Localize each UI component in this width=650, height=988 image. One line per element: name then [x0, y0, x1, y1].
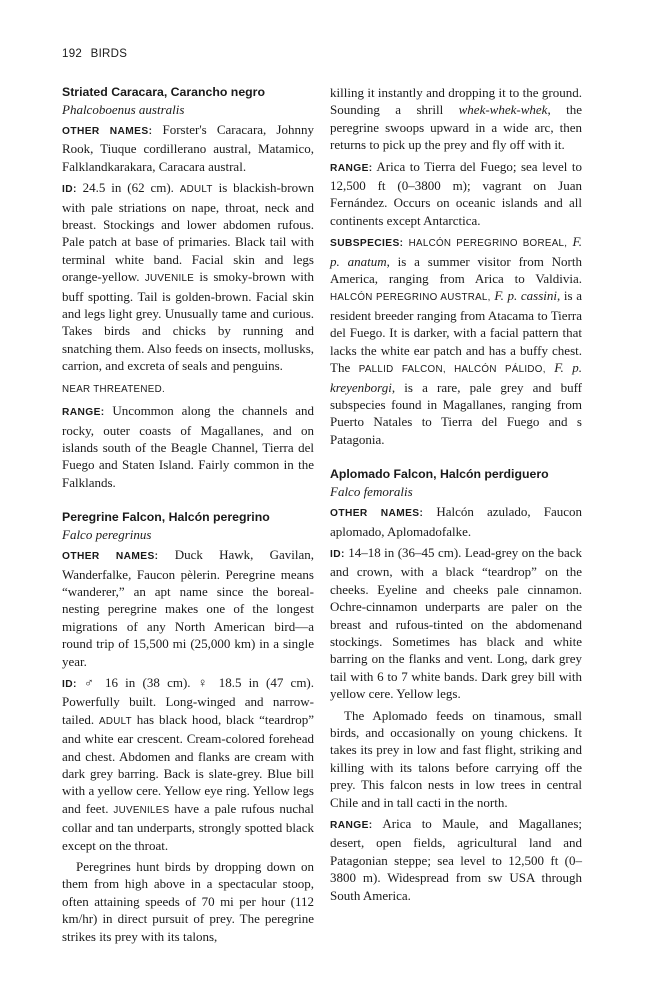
id-paragraph	[330, 544, 582, 703]
entry-striated-caracara	[62, 84, 314, 491]
running-head	[62, 48, 127, 60]
behavior-paragraph: The Aplomado feeds on tinamous, small birds, and occasionally on young chickens. It takes its prey in low and fast flight, striking and killing with its talons before carrying off the prey. This falcon nests in low trees in central Chile and in tall cacti in the north.	[330, 707, 582, 810]
entry-title: Peregrine Falcon, Halcón peregrino	[62, 510, 270, 525]
conservation-status	[62, 379, 314, 398]
other-names-paragraph	[62, 121, 314, 175]
subspecies-pallid-sci: F. p. kreyenborgi	[330, 360, 583, 395]
adult-label: ADULT	[99, 715, 132, 727]
right-column	[330, 84, 582, 908]
subspecies-paragraph	[330, 233, 582, 448]
other-names-paragraph	[330, 503, 582, 540]
hunting-continued	[330, 84, 582, 154]
subspecies-label: SUBSPECIES:	[330, 238, 404, 250]
range-text: Arica to Maule, and Magallanes; desert, open fields, agricultural land and Patagonian steppe; sea level to 12,500 ft (0–3800 m). Widespread from sw USA through South America.	[330, 816, 582, 903]
call-text: whek-whek-whek	[458, 102, 548, 118]
subspecies-pallid-name: PALLID FALCON, HALCÓN PÁLIDO,	[358, 364, 546, 376]
juvenile-label: JUVENILE	[144, 273, 195, 285]
adult-text: is blackish-brown with pale striations on nape, throat, neck and breast. Stockings and lower abdomen rufous. Pale patch at base of primaries. Black tail with terminal white band. Facial skin and legs orange-yellow.	[62, 180, 314, 285]
hunting-cont-text: killing it instantly and dropping it to the ground. Sounding a shrill	[330, 85, 582, 118]
entry-peregrine-falcon	[62, 509, 314, 945]
subspecies-austral-text: , is a resident breeder ranging from Atacama to Tierra del Fuego. It is darker, with a facial pattern that lacks the white ear patch and has a buffy chest. The	[330, 288, 582, 376]
hunting-paragraph: Peregrines hunt birds by dropping down on them from high above in a spectacular stoop, often attaining speeds of 70 mi per hour (112 km/hr) in direct pursuit of prey. The peregrine strikes its prey with its talons,	[62, 859, 314, 944]
id-label: ID:	[62, 678, 77, 690]
id-label: ID:	[62, 184, 77, 196]
juveniles-label: JUVENILES	[113, 804, 170, 816]
subspecies-austral-name: HALCÓN PEREGRINO AUSTRAL,	[330, 292, 491, 304]
other-names-label: OTHER NAMES:	[62, 551, 159, 563]
range-label: RANGE:	[330, 820, 373, 832]
subspecies-boreal-name: HALCÓN PEREGRINO BOREAL,	[408, 238, 568, 250]
id-label: ID:	[330, 548, 345, 560]
other-names-paragraph	[62, 546, 314, 670]
entry-peregrine-continued	[330, 84, 582, 448]
adult-text: has black hood, black “teardrop” and white ear crescent. Cream-colored forehead and chest. Abdomen and flanks are cream with dark grey barring. Back is slate-grey. Blue bill with a yellow cere. Yellow eye ring. Yellow legs and feet.	[62, 711, 315, 816]
range-label: RANGE:	[62, 407, 105, 419]
adult-label: ADULT	[179, 184, 213, 196]
scientific-name: Falco femoralis	[330, 484, 413, 500]
id-text: Powerfully built. Long-winged and narrow-tailed.	[62, 694, 314, 727]
hunting-cont-text-2: , the peregrine swoops upward in a wide arc, then returns to pick up the prey and fly off with it.	[330, 102, 582, 153]
other-names-label: OTHER NAMES:	[330, 508, 424, 520]
status-text: NEAR THREATENED.	[62, 383, 165, 395]
id-size: ♂ 16 in (38 cm). ♀ 18.5 in (47 cm).	[84, 674, 315, 690]
id-paragraph	[62, 674, 314, 854]
subspecies-boreal-text: , is a summer visitor from North America, ranging from Arica to Valdivia.	[330, 253, 582, 287]
subspecies-pallid-text: , is a rare, pale grey and buff subspecies found in Magallanes, ranging from Puerto Natales to Tierra del Fuego and s Patagonia.	[330, 379, 582, 447]
id-paragraph	[62, 179, 314, 374]
other-names-text: Halcón azulado, Faucon aplomado, Aplomadofalke.	[330, 504, 582, 539]
scientific-name: Phalcoboenus australis	[62, 102, 185, 117]
other-names-text: Forster's Caracara, Johnny Rook, Tiuque cordillerano austral, Matamico, Falklandkarakara, Caracara austral.	[62, 122, 314, 174]
other-names-label: OTHER NAMES:	[62, 126, 153, 137]
juvenile-text: is smoky-brown with buff spotting. Tail is golden-brown. Facial skin and legs light grey. Unusually tame and curious. Takes birds and chicks by running and snatching them. Also feeds on insects, mollusks, carrion, and excreta of seals and penguins.	[62, 269, 315, 374]
scientific-name: Falco peregrinus	[62, 527, 152, 543]
range-text: Arica to Tierra del Fuego; sea level to 12,500 ft (0–3800 m); vagrant on Juan Fernández. Occurs on oceanic islands and all continents except Antarctica.	[330, 158, 582, 228]
subspecies-austral-sci: F. p. cassini	[494, 288, 558, 304]
juveniles-text: have a pale rufous nuchal collar and tan underparts, strongly spotted black except on the throat.	[62, 800, 315, 853]
id-text: 14–18 in (36–45 cm). Lead-grey on the back and crown, with a black “teardrop” on the cheeks. Eyeline and cheeks pale cinnamon. Ochre-cinnamon underparts are paler on the breast and rufous-tinted on the abdomenand stockings. Sometimes has black and white barring on the flanks and vent. Long, dark grey tail with 6 to 7 white bands. Dark grey bill with yellow cere. Yellow legs.	[330, 544, 583, 702]
range-text: Uncommon along the channels and rocky, outer coasts of Magallanes, and on islands south of the Beagle Channel, Tierra del Fuego and Staten Island. Fairly common in the Falklands.	[62, 403, 315, 490]
range-paragraph	[330, 815, 582, 904]
section-title: BIRDS	[90, 48, 128, 60]
entry-aplomado-falcon	[330, 466, 582, 904]
entry-title: Aplomado Falcon, Halcón perdiguero	[330, 467, 549, 482]
id-size: 24.5 in (62 cm).	[82, 180, 174, 196]
entry-title: Striated Caracara, Carancho negro	[62, 85, 265, 99]
other-names-text: Duck Hawk, Gavilan, Wanderfalke, Faucon pèlerin. Peregrine means “wanderer,” an apt name since the boreal-nesting peregrine makes one of the longest migrations of any North American bird—a round trip of 15,500 mi (25,000 km) in a single year.	[62, 547, 314, 669]
page-number: 192	[62, 48, 83, 60]
left-column	[62, 84, 314, 949]
range-label: RANGE:	[330, 162, 373, 174]
subspecies-boreal-sci: F. p. anatum	[330, 234, 583, 269]
range-paragraph	[62, 402, 314, 491]
range-paragraph	[330, 158, 582, 230]
